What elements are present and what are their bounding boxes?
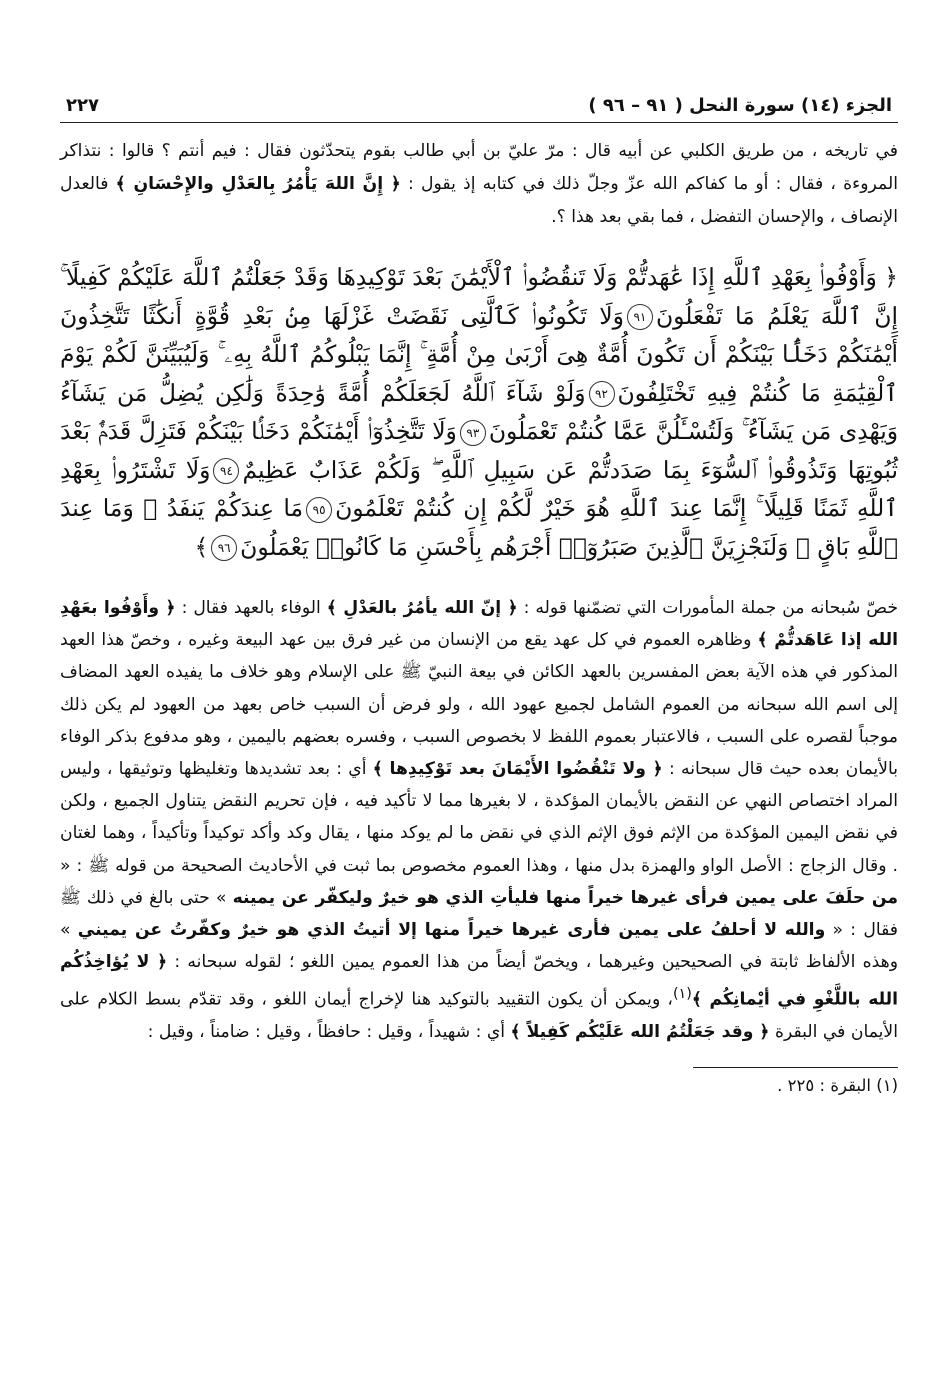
page-number: ٢٢٧ xyxy=(66,95,99,116)
commentary-text: وظاهره العموم في كل عهد يقع من الإنسان من غير فرق بين عهد البيعة وغيره ، وخصّ هذا العهد المذكور في هذه الآية بعض المفسرين بالعهد الكائن في بيعة النبيّ ﷺ على الإسلام وهو خلاف ما يفيده العهد المضاف إلى اسم الله سبحانه من العموم الشامل لجميع عهود الله ، ولو فرض أن السبب خاص بعهد من العهود لم يكن ذلك موجباً لقصره على السبب ، فالاعتبار بعموم اللفظ لا بخصوص السبب ، وفسره بعضهم باليمين ، وهو مدفوع بذكر الوفاء بالأيمان بعده حيث قال سبحانه : xyxy=(60,630,899,780)
verse-number-91: ٩١ xyxy=(627,304,653,330)
verse-number-96: ٩٦ xyxy=(211,535,237,561)
verse-number-93: ٩٣ xyxy=(460,420,486,446)
ornate-open-bracket: ﴿ xyxy=(884,263,898,291)
ornate-close-bracket: ﴾ xyxy=(194,532,209,561)
quran-verses-block xyxy=(60,258,898,566)
verse-number-94: ٩٤ xyxy=(213,458,239,484)
commentary-text: أي : شهيداً ، وقيل : حافظاً ، وقيل : ضامناً ، وقيل : xyxy=(147,1022,511,1043)
book-page xyxy=(60,95,898,1095)
footnote: (١) البقرة : ٢٢٥ . xyxy=(777,1075,898,1095)
footnote-reference: (١) xyxy=(672,986,692,1003)
verse-94: وَلَا تَتَّخِذُوٓا۟ أَيْمَٰنَكُمْ دَخَلًۢا بَيْنَكُمْ فَتَزِلَّ قَدَمٌۢ بَعْدَ ثُبُوتِهَا وَتَذُوقُوا۟ ٱلسُّوٓءَ بِمَا صَدَدتُّمْ عَن سَبِيلِ ٱللَّهِ ۖ وَلَكُمْ عَذَابٌ عَظِيمٌ xyxy=(60,417,898,484)
commentary-text: » حتى بالغ في ذلك ﷺ فقال : « xyxy=(60,887,898,941)
commentary-text: خصّ سُبحانه من جملة المأمورات التي تضمّنها قوله : xyxy=(517,598,898,618)
page-header xyxy=(60,95,898,122)
commentary-text: ، ويمكن أن يكون التقييد بالتوكيد هنا لإخراج أيمان اللغو ، وقد تقدّم بسط الكلام على الأيمان في البقرة xyxy=(60,990,898,1043)
quran-quote: ﴿ إنّ الله يأمُرُ بالعَدْلِ ﴾ xyxy=(326,598,518,618)
quran-quote: ﴿ وقد جَعَلْتُمُ الله عَلَيْكُم كَفِيلاً ﴾ xyxy=(510,1022,770,1043)
quran-quote: ﴿ لا يُؤاخِذُكُم الله باللَّغْوِ في أيْمانِكُم ﴾ xyxy=(60,952,898,1011)
intro-paragraph xyxy=(60,135,898,234)
verse-96: مَا عِندَكُمْ يَنفَدُ ۖ وَمَا عِندَ ٱللَّهِ بَاقٍ ۗ وَلَنَجْزِيَنَّ ٱلَّذِينَ صَبَرُوٓا۟ أَجْرَهُم بِأَحْسَنِ مَا كَانُوا۟ يَعْمَلُونَ xyxy=(60,494,898,561)
verse-92: وَلَا تَكُونُوا۟ كَٱلَّتِى نَقَضَتْ غَزْلَهَا مِنۢ بَعْدِ قُوَّةٍ أَنكَٰثًا تَتَّخِذُونَ أَيْمَٰنَكُمْ دَخَلًۢا بَيْنَكُمْ أَن تَكُونَ أُمَّةٌ هِىَ أَرْبَىٰ مِنْ أُمَّةٍ ۚ إِنَّمَا يَبْلُوكُمُ ٱللَّهُ بِهِۦ ۚ وَلَيُبَيِّنَنَّ لَكُمْ يَوْمَ ٱلْقِيَٰمَةِ مَا كُنتُمْ فِيهِ تَخْتَلِفُونَ xyxy=(60,301,899,407)
header-rule xyxy=(60,122,898,123)
footnote-rule xyxy=(693,1067,898,1068)
hadith-quote: والله لا أحلفُ على يمين فأرى غيرها خيراً منها إلا أتيتُ الذي هو خيرٌ وكفّرتُ عن يميني xyxy=(77,920,826,941)
commentary-text: الوفاء بالعهد فقال : xyxy=(175,598,327,618)
intro-text-end: فالعدل الإنصاف ، والإحسان التفضل ، فما بقي بعد هذا ؟. xyxy=(60,174,898,227)
commentary-text: » وهذه الألفاظ ثابتة في الصحيحين وغيرهما ، ويخصّ أيضاً من هذا العموم يمين اللغو ؛ لقوله سبحانه : xyxy=(60,920,898,973)
commentary-paragraph xyxy=(60,592,898,1049)
verse-number-95: ٩٥ xyxy=(306,497,332,523)
running-title: الجزء (١٤) سورة النحل ( ٩١ – ٩٦ ) xyxy=(588,95,892,116)
verse-95: وَلَا تَشْتَرُوا۟ بِعَهْدِ ٱللَّهِ ثَمَنًا قَلِيلًا ۚ إِنَّمَا عِندَ ٱللَّهِ هُوَ خَيْرٌ لَّكُمْ إِن كُنتُمْ تَعْلَمُونَ xyxy=(60,455,898,522)
quran-quote: ﴿ ولا تَنْقُضُوا الأَيْمَانَ بعد تَوْكِيدِها ﴾ xyxy=(372,759,663,780)
intro-text: في تاريخه ، من طريق الكلبي عن أبيه قال : مرّ عليّ بن أبي طالب بقوم يتحدّثون فقال : فيم أنتم ؟ قالوا : نتذاكر المروءة ، فقال : أو ما كفاكم الله عزّ وجلّ ذلك في كتابه إذ يقول : xyxy=(60,141,898,194)
quran-quote: ﴿ وأَوْفُوا بعَهْدِ الله إذا عَاهَدتُّمْ ﴾ xyxy=(60,598,898,651)
verse-number-92: ٩٢ xyxy=(589,381,615,407)
commentary-text: أي : بعد تشديدها وتغليظها وتوثيقها ، وليس المراد اختصاص النهي عن النقض بالأيمان المؤكدة ، لا بغيرها مما لا تأكيد فيه ، فإن تحريم النقض يتناول الجميع ، ولكن في نقض اليمين المؤكدة من الإثم فوق الإثم الذي في نقض ما لم يوكد منها ، يقال وكد وأكد توكيداً وتأكيداً ، وهما لغتان . وقال الزجاج : الأصل الواو والهمزة بدل منها ، وهذا العموم مخصوص بما ثبت في الأحاديث الصحيحة من قوله ﷺ : « xyxy=(60,759,898,876)
verse-91: وَأَوْفُوا۟ بِعَهْدِ ٱللَّهِ إِذَا عَٰهَدتُّمْ وَلَا تَنقُضُوا۟ ٱلْأَيْمَٰنَ بَعْدَ تَوْكِيدِهَا وَقَدْ جَعَلْتُمُ ٱللَّهَ عَلَيْكُمْ كَفِيلًا ۚ إِنَّ ٱللَّهَ يَعْلَمُ مَا تَفْعَلُونَ xyxy=(60,263,898,330)
verse-93: وَلَوْ شَآءَ ٱللَّهُ لَجَعَلَكُمْ أُمَّةً وَٰحِدَةً وَلَٰكِن يُضِلُّ مَن يَشَآءُ وَيَهْدِى مَن يَشَآءُ ۚ وَلَتُسْـَٔلُنَّ عَمَّا كُنتُمْ تَعْمَلُونَ xyxy=(60,378,898,445)
hadith-quote: من حلَفَ على يمين فرأى غيرها خيراً منها فليأتِ الذي هو خيرٌ وليكفّر عن يمينه xyxy=(232,887,898,908)
intro-quran-quote: ﴿ إِنَّ اللهَ يَأْمُرُ بِالعَدْلِ والإِحْسَانِ ﴾ xyxy=(115,174,401,194)
